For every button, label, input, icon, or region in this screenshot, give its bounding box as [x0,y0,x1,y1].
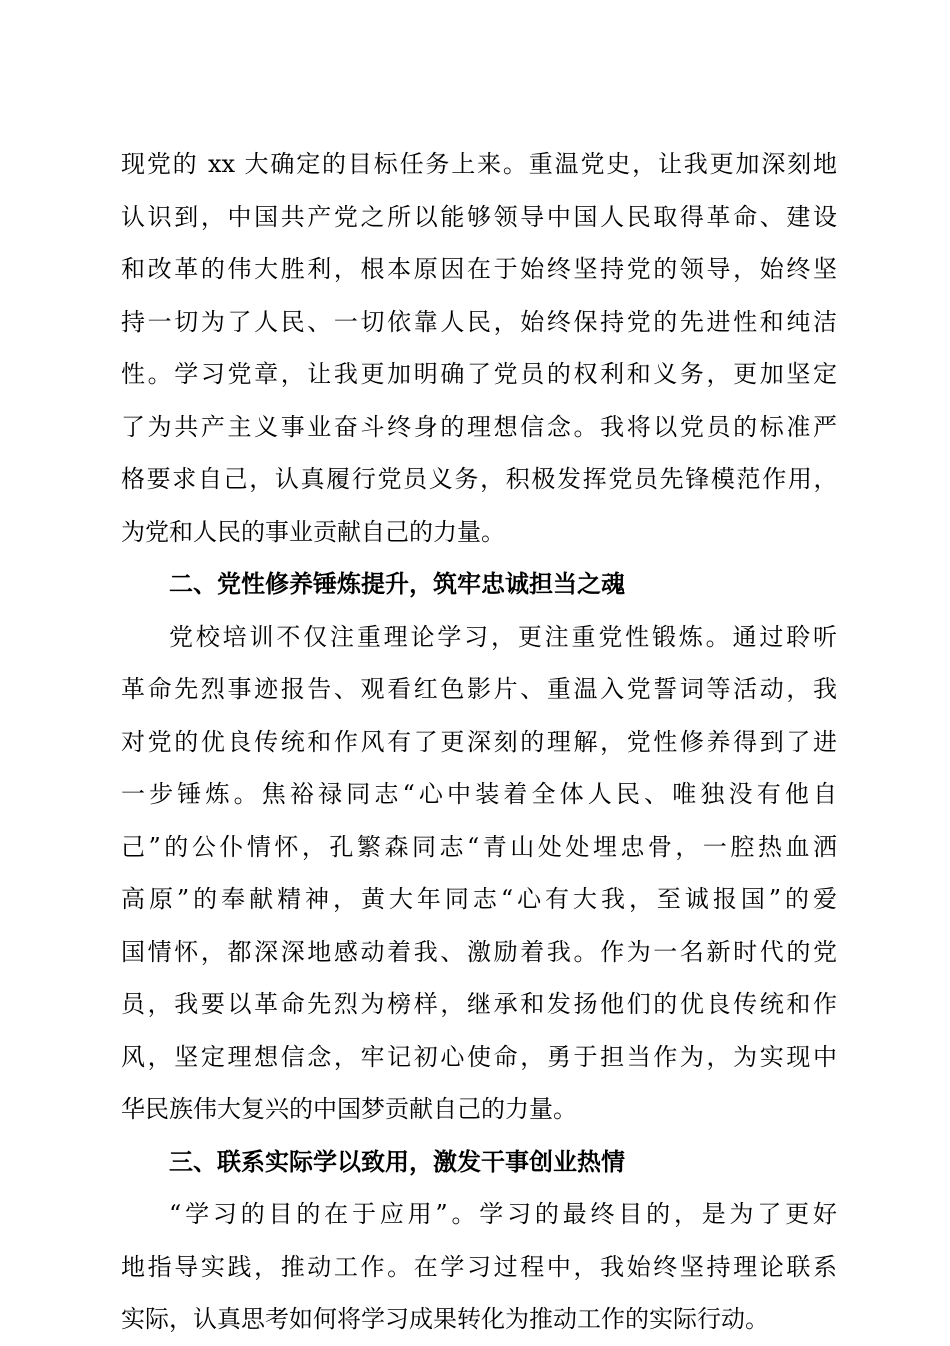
text-line: 现党的 xx 大确定的目标任务上来。重温党史，让我更加深刻地 [121,150,837,178]
paragraph-2 [121,611,837,1136]
paragraph-1 [121,138,837,558]
text-line: 格要求自己，认真履行党员义务，积极发挥党员先锋模范作用， [121,465,837,493]
text-line: 持一切为了人民、一切依靠人民，始终保持党的先进性和纯洁 [121,307,837,336]
text-line: 性。学习党章，让我更加明确了党员的权利和义务，更加坚定 [121,360,837,388]
text-line: 己”的公仆情怀，孔繁森同志“青山处处埋忠骨，一腔热血洒 [121,832,837,861]
text-line: 风，坚定理想信念，牢记初心使命，勇于担当作为，为实现中 [121,1042,837,1071]
text-line: 高原”的奉献精神，黄大年同志“心有大我，至诚报国”的爱 [121,885,837,913]
text-line: 了为共产主义事业奋斗终身的理想信念。我将以党员的标准严 [121,412,837,441]
text-line: 党校培训不仅注重理论学习，更注重党性锻炼。通过聆听 [169,622,837,651]
text-line: 为党和人民的事业贡献自己的力量。 [121,517,505,546]
text-line: 对党的优良传统和作风有了更深刻的理解，党性修养得到了进 [121,727,837,756]
text-line: 革命先烈事迹报告、观看红色影片、重温入党誓词等活动，我 [121,675,837,703]
section-heading-2: 二、党性修养锤炼提升，筑牢忠诚担当之魂 [169,570,625,598]
text-line: 一步锤炼。焦裕禄同志“心中装着全体人民、唯独没有他自 [121,780,837,808]
text-line: 和改革的伟大胜利，根本原因在于始终坚持党的领导，始终坚 [121,255,837,283]
text-line: 实际，认真思考如何将学习成果转化为推动工作的实际行动。 [121,1305,769,1333]
text-line: “学习的目的在于应用”。学习的最终目的，是为了更好 [169,1200,837,1228]
text-line: 国情怀，都深深地感动着我、激励着我。作为一名新时代的党 [121,937,837,966]
section-heading-3: 三、联系实际学以致用，激发干事创业热情 [169,1147,625,1176]
text-line: 地指导实践，推动工作。在学习过程中，我始终坚持理论联系 [121,1252,837,1281]
text-line: 华民族伟大复兴的中国梦贡献自己的力量。 [121,1095,577,1123]
text-line: 认识到，中国共产党之所以能够领导中国人民取得革命、建设 [121,202,837,231]
document-body [121,138,837,1346]
text-line: 员，我要以革命先烈为榜样，继承和发扬他们的优良传统和作 [121,990,837,1018]
paragraph-3 [121,1188,837,1346]
